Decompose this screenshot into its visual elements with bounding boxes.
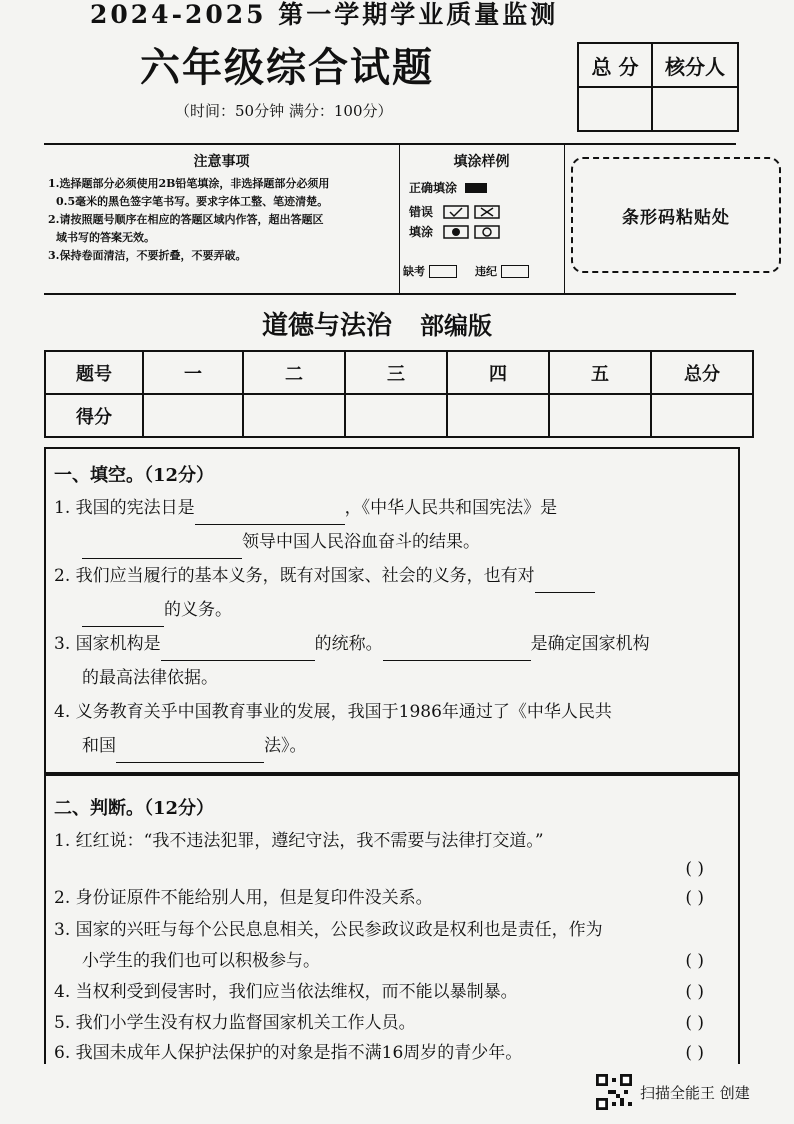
- question-text: 法》。: [264, 736, 307, 756]
- judge-question-3-cont: [82, 946, 738, 976]
- section-true-false: [44, 772, 740, 1064]
- score-table-header: 题号: [45, 351, 143, 394]
- absent-checkbox[interactable]: [429, 265, 457, 278]
- answer-parentheses[interactable]: ( ): [685, 982, 704, 1002]
- answer-blank[interactable]: [535, 572, 595, 593]
- question-text: 的统称。: [314, 634, 383, 654]
- question-text: 的义务。: [164, 600, 232, 620]
- score-cell[interactable]: [651, 394, 753, 437]
- exam-header-title: 2024-2025 第一学期学业质量监测: [90, 0, 559, 29]
- notice-item: 2.请按照题号顺序在相应的答题区域内作答，超出答题区: [48, 213, 324, 226]
- checker-cell[interactable]: [652, 87, 738, 131]
- question-2: [54, 559, 738, 593]
- score-table-header: 三: [345, 351, 447, 394]
- question-text: 3. 国家机构是: [54, 634, 161, 654]
- judge-question-4: [54, 976, 738, 1008]
- score-table-header: 五: [549, 351, 651, 394]
- question-text: 是确定国家机构: [530, 634, 650, 654]
- score-cell[interactable]: [143, 394, 243, 437]
- scanner-watermark: [596, 1074, 750, 1110]
- question-text: 4. 义务教育关乎中国教育事业的发展，我国于1986年通过了《中华人民共: [54, 702, 612, 722]
- checker-label: 核分人: [652, 43, 738, 87]
- question-text: 1. 红红说：“我不违法犯罪，遵纪守法，我不需要与法律打交道。”: [54, 831, 544, 851]
- total-score-box: [577, 42, 739, 132]
- score-row-label: 得分: [45, 394, 143, 437]
- total-score-cell[interactable]: [578, 87, 652, 131]
- question-text: 小学生的我们也可以积极参与。: [82, 951, 320, 971]
- score-table-row: [45, 394, 753, 437]
- subject-name: 道德与法治: [262, 311, 393, 341]
- notice-list: [44, 175, 399, 265]
- correct-fill-label: 正确填涂: [409, 181, 458, 195]
- section2-heading: 二、判断。（12分）: [54, 798, 215, 819]
- judge-question-1: [54, 826, 738, 856]
- exam-main-title: 六年级综合试题: [140, 44, 434, 91]
- answer-blank[interactable]: [82, 538, 242, 559]
- subject-edition: 部编版: [420, 311, 493, 340]
- question-text: 领导中国人民浴血奋斗的结果。: [242, 532, 480, 552]
- score-table-header-row: [45, 351, 753, 394]
- notice-item: 0.5毫米的黑色签字笔书写。要求字体工整、笔迹清楚。: [56, 195, 329, 208]
- absent-label: 缺考: [403, 265, 425, 278]
- barcode-paste-area: [571, 157, 781, 273]
- question-3: [54, 627, 738, 661]
- question-4: [54, 695, 738, 729]
- fill-sample-title: 填涂样例: [453, 154, 510, 170]
- answer-blank[interactable]: [383, 640, 531, 661]
- notice-item: 3.保持卷面清洁，不要折叠，不要弄破。: [48, 249, 247, 262]
- question-text: 6. 我国未成年人保护法保护的对象是指不满16周岁的青少年。: [54, 1043, 523, 1063]
- answer-parentheses[interactable]: ( ): [685, 1013, 704, 1033]
- question-1: [54, 491, 738, 525]
- section1-heading: 一、填空。（12分）: [54, 465, 215, 486]
- answer-blank[interactable]: [82, 606, 164, 627]
- total-score-label: 总 分: [578, 43, 652, 87]
- answer-blank[interactable]: [161, 640, 315, 661]
- qr-code-icon: [596, 1074, 632, 1110]
- violation-checkbox[interactable]: [501, 265, 529, 278]
- judge-question-5: [54, 1008, 738, 1038]
- question-text: 4. 当权利受到侵害时，我们应当依法维权，而不能以暴制暴。: [54, 982, 518, 1002]
- answer-blank[interactable]: [116, 742, 264, 763]
- question-text: ，《中华人民共和国宪法》是: [344, 498, 558, 518]
- answer-parentheses[interactable]: ( ): [685, 888, 704, 908]
- notice-item: 1.选择题部分必须使用2B铅笔填涂，非选择题部分必须用: [48, 177, 330, 190]
- wrong-fill-check-cross-icon: [443, 205, 501, 219]
- question-2-cont: [82, 593, 738, 627]
- score-cell[interactable]: [345, 394, 447, 437]
- notice-item: 域书写的答案无效。: [56, 231, 155, 244]
- scanner-watermark-text: 扫描全能王 创建: [640, 1083, 750, 1102]
- section-score-table: [44, 350, 754, 438]
- answer-parentheses[interactable]: ( ): [685, 859, 704, 879]
- wrong-fill-label-2: 填涂: [409, 225, 434, 239]
- exam-time-score-info: （时间：50分钟 满分：100分）: [175, 102, 393, 120]
- question-text: 的最高法律依据。: [82, 668, 218, 688]
- subject-title: [262, 305, 492, 342]
- notice-column: [44, 145, 400, 293]
- barcode-label: 条形码粘贴处: [622, 207, 730, 228]
- judge-question-3: [54, 914, 738, 946]
- instructions-panel: [44, 143, 736, 295]
- score-cell[interactable]: [447, 394, 549, 437]
- wrong-fill-dot-circle-icon: [443, 225, 501, 239]
- wrong-fill-label: 错误: [409, 205, 434, 219]
- question-text: 1. 我国的宪法日是: [54, 498, 195, 518]
- question-3-cont: [82, 661, 738, 695]
- answer-parentheses[interactable]: ( ): [685, 1043, 704, 1063]
- question-4-cont: [82, 729, 738, 763]
- judge-question-2: [54, 882, 738, 914]
- score-cell[interactable]: [549, 394, 651, 437]
- score-table-header: 一: [143, 351, 243, 394]
- notice-title: 注意事项: [193, 154, 250, 170]
- judge-question-1-answer: [54, 856, 738, 882]
- question-text: 2. 身份证原件不能给别人用，但是复印件没关系。: [54, 888, 433, 908]
- score-table-header: 二: [243, 351, 345, 394]
- answer-parentheses[interactable]: ( ): [685, 951, 704, 971]
- correct-fill-mark-icon: [465, 183, 487, 193]
- question-text: 5. 我们小学生没有权力监督国家机关工作人员。: [54, 1013, 416, 1033]
- question-1-cont: [82, 525, 738, 559]
- question-text: 和国: [82, 736, 116, 756]
- answer-blank[interactable]: [195, 504, 345, 525]
- judge-question-6: [54, 1038, 738, 1068]
- score-cell[interactable]: [243, 394, 345, 437]
- question-text: 3. 国家的兴旺与每个公民息息相关，公民参政议政是权利也是责任，作为: [54, 920, 603, 940]
- section-fill-in-blanks: [44, 447, 740, 776]
- score-table-header: 四: [447, 351, 549, 394]
- violation-label: 违纪: [475, 265, 497, 278]
- fill-sample-column: [399, 145, 565, 293]
- score-table-header: 总分: [651, 351, 753, 394]
- question-text: 2. 我们应当履行的基本义务，既有对国家、社会的义务，也有对: [54, 566, 535, 586]
